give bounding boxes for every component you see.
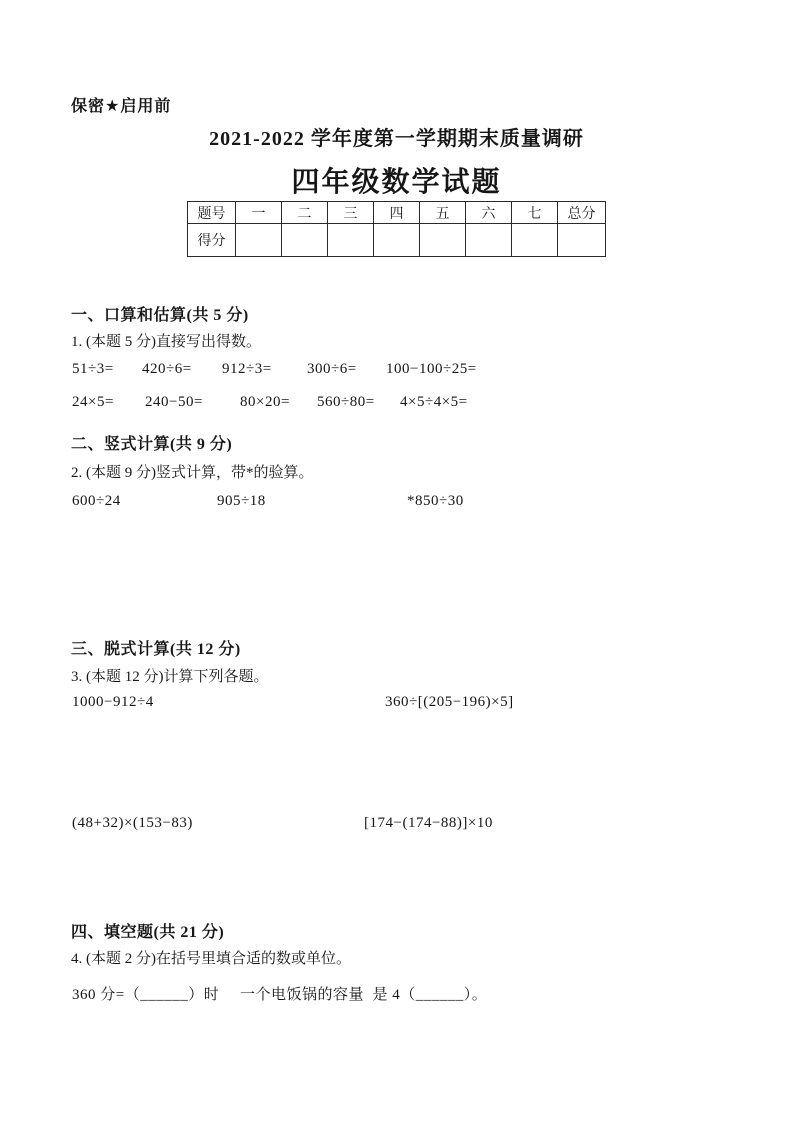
column-calc-row: [71, 493, 738, 510]
score-cell-empty: [558, 224, 606, 257]
section-1-heading: 一、口算和估算(共 5 分): [71, 307, 249, 324]
score-table-score-row: [188, 224, 606, 257]
score-table-header-cell: 总分: [558, 202, 606, 224]
math-expression: *850÷30: [407, 493, 464, 509]
math-expression: (48+32)×(153−83): [72, 815, 193, 831]
fill-blank-row: [71, 983, 738, 1004]
section-1-instruction: 1. (本题 5 分)直接写出得数。: [71, 334, 261, 350]
section-4-heading: 四、填空题(共 21 分): [71, 924, 225, 941]
oral-calc-row-1: [71, 361, 738, 378]
step-calc-row-2: [71, 815, 738, 832]
score-cell-empty: [512, 224, 558, 257]
score-table-header-cell: 五: [420, 202, 466, 224]
score-row-label: 得分: [188, 224, 236, 257]
math-expression: 4×5÷4×5=: [400, 394, 468, 410]
section-4-instruction: 4. (本题 2 分)在括号里填合适的数或单位。: [71, 951, 351, 967]
section-2-instruction: 2. (本题 9 分)竖式计算，带*的验算。: [71, 465, 314, 481]
math-expression: [174−(174−88)]×10: [364, 815, 493, 831]
exam-title: 2021-2022 学年度第一学期期末质量调研: [209, 128, 584, 150]
score-table-header-cell: 四: [374, 202, 420, 224]
oral-calc-row-2: [71, 394, 738, 411]
math-expression: 51÷3=: [72, 361, 114, 377]
math-expression: 24×5=: [72, 394, 114, 410]
math-expression: 100−100÷25=: [386, 361, 477, 377]
math-expression: 905÷18: [217, 493, 266, 509]
score-table-header-cell: 二: [282, 202, 328, 224]
exam-subtitle: 四年级数学试题: [291, 166, 502, 197]
score-table-header-cell: 三: [328, 202, 374, 224]
math-expression: 80×20=: [240, 394, 290, 410]
math-expression: 360÷[(205−196)×5]: [385, 694, 514, 710]
confidential-label: 保密★启用前: [71, 98, 172, 115]
math-expression: 600÷24: [72, 493, 121, 509]
step-calc-row-1: [71, 694, 738, 711]
math-expression: 300÷6=: [307, 361, 357, 377]
score-cell-empty: [282, 224, 328, 257]
section-3-heading: 三、脱式计算(共 12 分): [71, 641, 241, 658]
score-table-header-cell: 题号: [188, 202, 236, 224]
score-table: [187, 201, 606, 257]
section-3-instruction: 3. (本题 12 分)计算下列各题。: [71, 669, 269, 685]
score-table-header-cell: 六: [466, 202, 512, 224]
score-table-header-cell: 一: [236, 202, 282, 224]
math-expression: 1000−912÷4: [72, 694, 154, 710]
math-expression: 912÷3=: [222, 361, 272, 377]
math-expression: 240−50=: [145, 394, 203, 410]
score-cell-empty: [374, 224, 420, 257]
section-2-heading: 二、竖式计算(共 9 分): [71, 436, 233, 453]
score-cell-empty: [420, 224, 466, 257]
fill-blank-item: 一个电饭锅的容量 是 4（______）。: [240, 987, 488, 1003]
fill-blank-item: 360 分=（______）时: [72, 987, 220, 1003]
score-cell-empty: [328, 224, 374, 257]
score-table-header-row: [188, 202, 606, 224]
score-cell-empty: [466, 224, 512, 257]
score-table-header-cell: 七: [512, 202, 558, 224]
score-cell-empty: [236, 224, 282, 257]
math-expression: 420÷6=: [142, 361, 192, 377]
math-expression: 560÷80=: [317, 394, 375, 410]
